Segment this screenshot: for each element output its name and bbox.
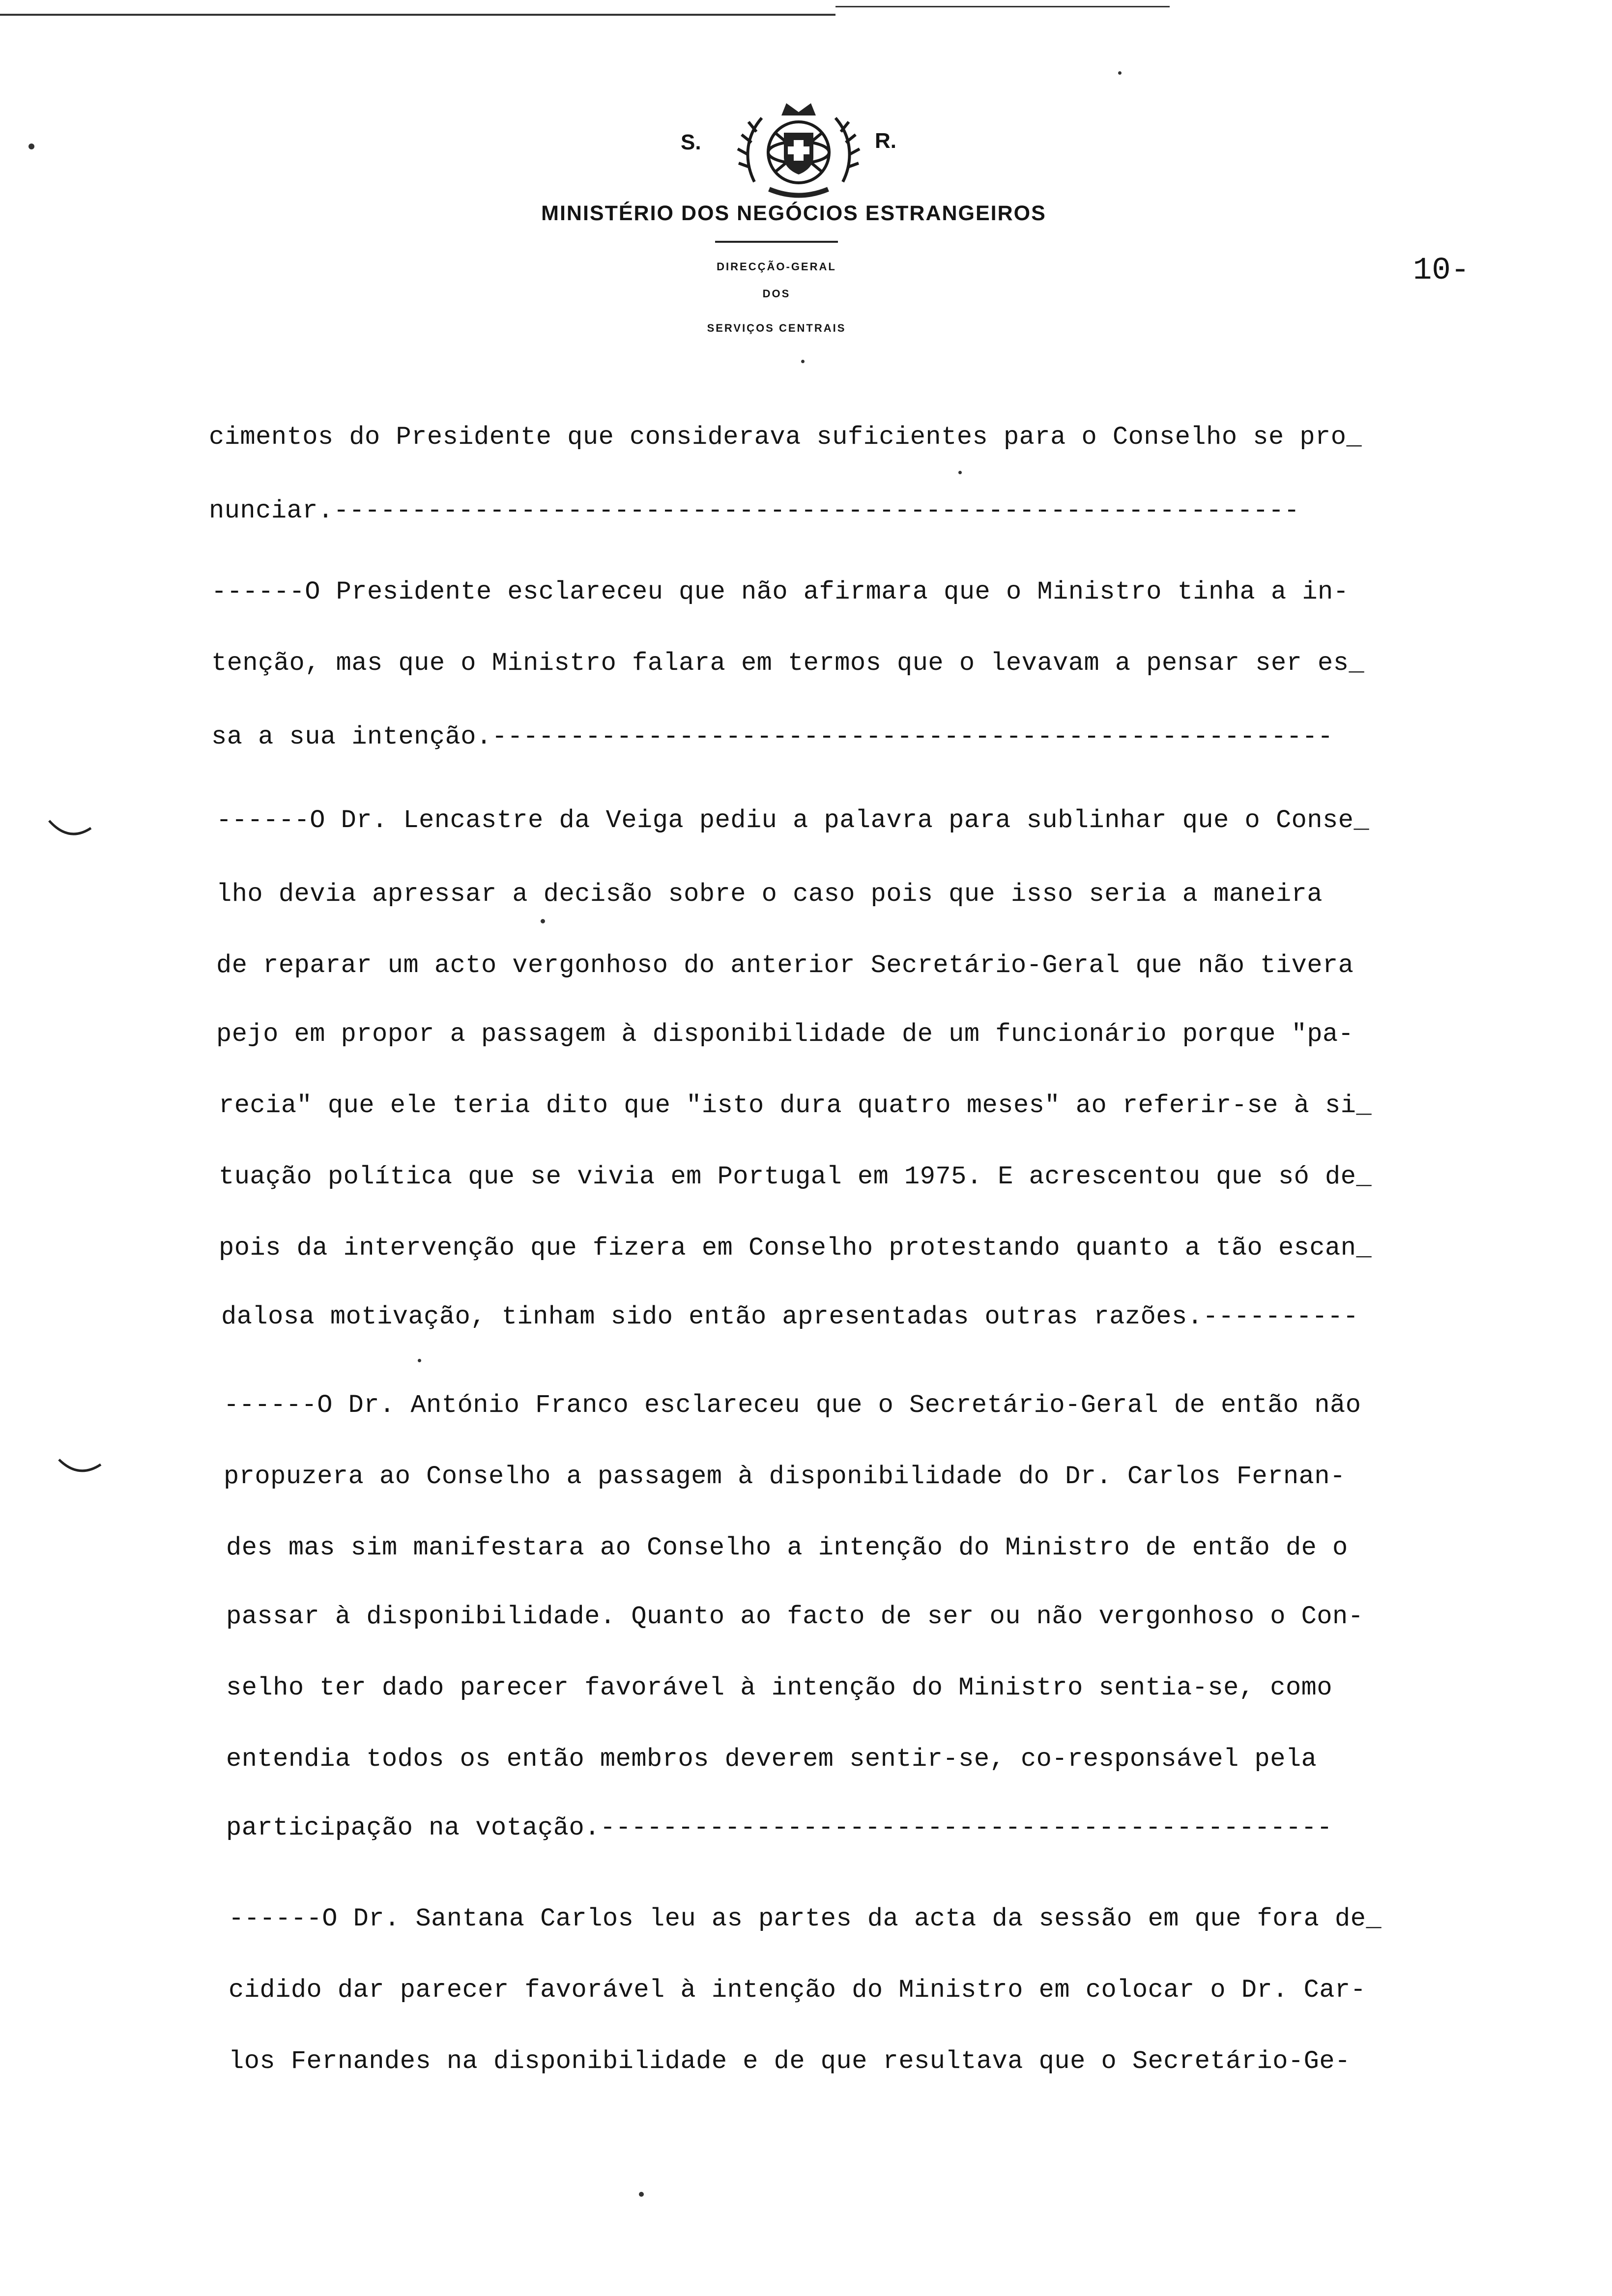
body-line: nunciar.-------------------------------------------------------------- bbox=[209, 496, 1300, 525]
top-rule-left bbox=[0, 14, 835, 16]
body-line: cidido dar parecer favorável à intenção do Ministro em colocar o Dr. Car- bbox=[229, 1976, 1366, 2005]
ministry-name: MINISTÉRIO DOS NEGÓCIOS ESTRANGEIROS bbox=[541, 201, 1046, 225]
body-line: cimentos do Presidente que considerava suficientes para o Conselho se pro_ bbox=[209, 423, 1362, 452]
body-line: recia" que ele teria dito que "isto dura quatro meses" ao referir-se à si_ bbox=[219, 1091, 1372, 1120]
body-line: tenção, mas que o Ministro falara em termos que o levavam a pensar ser es_ bbox=[211, 649, 1365, 678]
scan-speck bbox=[639, 2192, 644, 2197]
scan-speck bbox=[958, 471, 962, 474]
body-line: ------O Dr. Lencastre da Veiga pediu a palavra para sublinhar que o Conse_ bbox=[216, 806, 1370, 835]
letterhead-r: R. bbox=[875, 129, 896, 153]
body-line: ------O Dr. António Franco esclareceu que o Secretário-Geral de então não bbox=[224, 1391, 1361, 1420]
page-number: 10- bbox=[1413, 253, 1470, 288]
body-line: propuzera ao Conselho a passagem à disponibilidade do Dr. Carlos Fernan- bbox=[224, 1462, 1346, 1491]
body-line: ------O Presidente esclareceu que não afirmara que o Ministro tinha a in- bbox=[211, 577, 1349, 606]
department-line-2: DOS bbox=[762, 287, 791, 300]
scan-speck bbox=[1118, 71, 1122, 75]
scan-speck bbox=[29, 144, 34, 149]
letterhead-s: S. bbox=[681, 130, 701, 154]
department-line-1: DIRECÇÃO-GERAL bbox=[717, 260, 836, 273]
department-line-3: SERVIÇOS CENTRAIS bbox=[707, 322, 846, 334]
body-line: passar à disponibilidade. Quanto ao facto de ser ou não vergonhoso o Con- bbox=[226, 1602, 1364, 1631]
body-line: los Fernandes na disponibilidade e de que resultava que o Secretário-Ge- bbox=[229, 2047, 1351, 2076]
body-line: participação na votação.----------------------------------------------- bbox=[226, 1813, 1333, 1842]
body-line: selho ter dado parecer favorável à intenção do Ministro sentia-se, como bbox=[226, 1673, 1333, 1702]
body-line: pois da intervenção que fizera em Conselho protestando quanto a tão escan_ bbox=[219, 1234, 1372, 1263]
body-line: tuação política que se vivia em Portugal em 1975. E acrescentou que só de_ bbox=[219, 1162, 1372, 1191]
punch-hole-mark-upper bbox=[47, 816, 96, 845]
body-line: entendia todos os então membros deverem sentir-se, co-responsável pela bbox=[226, 1745, 1317, 1774]
top-rule-right bbox=[835, 6, 1170, 7]
scan-speck bbox=[801, 360, 805, 363]
body-line: des mas sim manifestara ao Conselho a intenção do Ministro de então de o bbox=[226, 1533, 1348, 1562]
scan-speck bbox=[541, 919, 545, 923]
punch-hole-mark-lower bbox=[57, 1455, 106, 1484]
coat-of-arms-icon bbox=[735, 93, 863, 201]
body-line: sa a sua intenção.------------------------------------------------------ bbox=[211, 722, 1333, 751]
body-line: dalosa motivação, tinham sido então apresentadas outras razões.---------- bbox=[221, 1302, 1359, 1331]
scan-speck bbox=[418, 1359, 421, 1362]
body-line: lho devia apressar a decisão sobre o caso pois que isso seria a maneira bbox=[216, 880, 1323, 909]
body-line: de reparar um acto vergonhoso do anterior Secretário-Geral que não tivera bbox=[216, 951, 1354, 980]
letterhead-divider bbox=[715, 241, 838, 243]
body-line: ------O Dr. Santana Carlos leu as partes da acta da sessão em que fora de_ bbox=[229, 1904, 1382, 1933]
body-line: pejo em propor a passagem à disponibilidade de um funcionário porque "pa- bbox=[216, 1020, 1354, 1049]
